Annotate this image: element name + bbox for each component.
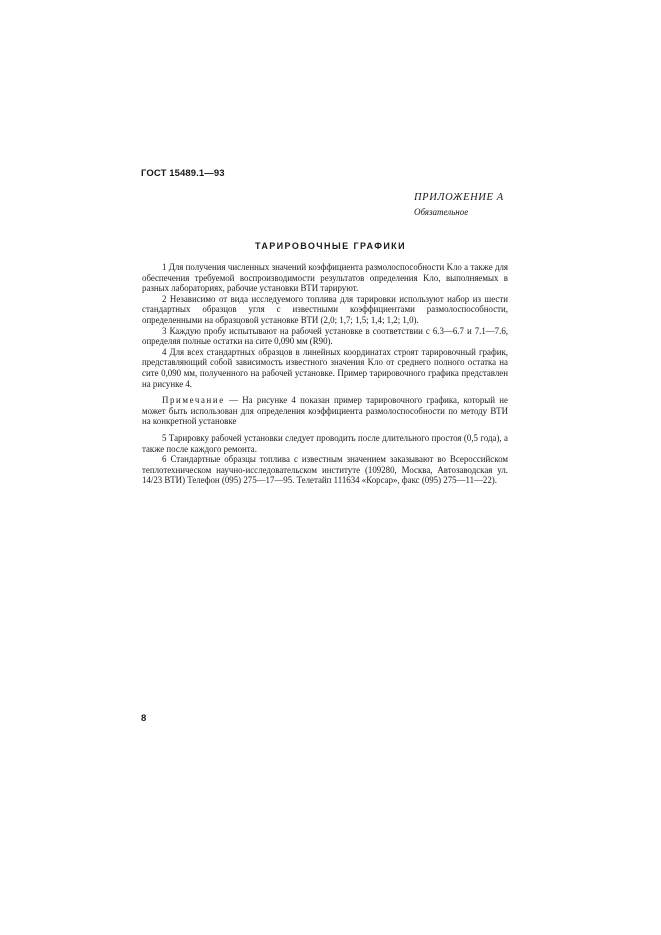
paragraph-3: 3 Каждую пробу испытывают на рабочей установке в соответствии с 6.3—6.7 и 7.1—7.6, определяя полные остатки на сите 0,090 мм (R90). — [142, 325, 508, 347]
appendix-status: Обязательное — [414, 207, 469, 217]
standard-code: ГОСТ 15489.1—93 — [141, 168, 225, 179]
paragraph-2: 2 Независимо от вида исследуемого топлива для тарировки используют набор из шести стандартных образцов угля с известными коэффициентами размолоспособности, определенными на образцовой установке ВТИ (2,0; 1,7; 1,5; 1,4; 1,2; 1,0). — [142, 293, 508, 325]
page-number: 8 — [141, 713, 147, 724]
note — [142, 395, 508, 427]
section-title: ТАРИРОВОЧНЫЕ ГРАФИКИ — [255, 241, 406, 251]
appendix-title: ПРИЛОЖЕНИЕ А — [414, 192, 504, 203]
paragraph-6: 6 Стандартные образцы топлива с известным значением заказывают во Всероссийском теплотехническом научно-исследовательском институте (109280, Москва, Автозаводская ул. 14/23 ВТИ) Телефон (095) 275—17—95. Телетайп 111634 «Корсар», факс (095) 275—11—22). — [142, 454, 508, 486]
paragraph-5: 5 Тарировку рабочей установки следует проводить после длительного простоя (0,5 года), а также после каждого ремонта. — [142, 432, 508, 454]
note-label: Примечание — [162, 395, 225, 406]
body-text — [142, 262, 508, 486]
paragraph-4: 4 Для всех стандартных образцов в линейных координатах строят тарировочный график, представляющий собой зависимость известного значения Kло от среднего полного остатка на сите 0,090 мм, полученного на рабочей установке. Пример тарировочного графика представлен на рисунке 4. — [142, 346, 508, 389]
paragraph-1: 1 Для получения численных значений коэффициента размолоспособности Kло а также для обеспечения требуемой воспроизводимости результатов определения Kло, выполняемых в разных лабораториях, рабочие установки ВТИ тарируют. — [142, 262, 508, 294]
note-text: — На рисунке 4 показан пример тарировочного графика, который не может быть использован для определения коэффициента размолоспособности по методу ВТИ на конкретной установке — [142, 395, 508, 427]
